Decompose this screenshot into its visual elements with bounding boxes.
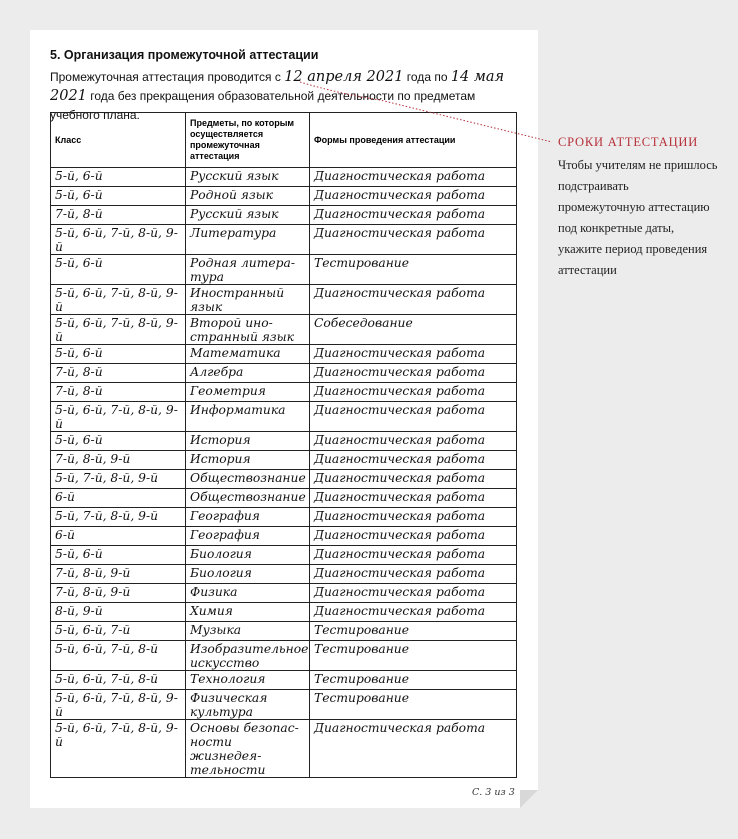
cell-subject: География: [186, 508, 310, 527]
cell-subject: Химия: [186, 603, 310, 622]
cell-grade: 5-й, 6-й, 7-й, 8-й: [51, 671, 186, 690]
cell-form: Тестирование: [310, 255, 517, 285]
cell-form: Диагностическая работа: [310, 565, 517, 584]
cell-grade: 5-й, 6-й, 7-й, 8-й, 9-й: [51, 402, 186, 432]
cell-form: Диагностическая работа: [310, 364, 517, 383]
cell-form: Диагностическая работа: [310, 584, 517, 603]
cell-subject: Физическая культура: [186, 690, 310, 720]
cell-grade: 5-й, 7-й, 8-й, 9-й: [51, 508, 186, 527]
cell-form: Диагностическая работа: [310, 402, 517, 432]
cell-grade: 7-й, 8-й: [51, 364, 186, 383]
date-from: 12 апреля 2021: [284, 69, 404, 85]
cell-form: Диагностическая работа: [310, 285, 517, 315]
section-heading: 5. Организация промежуточной аттестации: [50, 48, 319, 62]
cell-subject: Математика: [186, 345, 310, 364]
cell-form: Собеседование: [310, 315, 517, 345]
cell-grade: 5-й, 6-й, 7-й, 8-й, 9-й: [51, 720, 186, 778]
cell-subject: Русский язык: [186, 206, 310, 225]
cell-subject: Алгебра: [186, 364, 310, 383]
cell-subject: Родной язык: [186, 187, 310, 206]
cell-subject: Обществознание: [186, 489, 310, 508]
cell-form: Диагностическая работа: [310, 168, 517, 187]
cell-form: Диагностическая работа: [310, 527, 517, 546]
cell-form: Диагностическая работа: [310, 345, 517, 364]
cell-grade: 5-й, 6-й: [51, 432, 186, 451]
page-number: С. 3 из 3: [472, 787, 515, 798]
cell-form: Диагностическая работа: [310, 225, 517, 255]
cell-grade: 5-й, 6-й, 7-й, 8-й, 9-й: [51, 690, 186, 720]
cell-subject: География: [186, 527, 310, 546]
cell-form: Диагностическая работа: [310, 206, 517, 225]
cell-form: Диагностическая работа: [310, 603, 517, 622]
cell-subject: Музыка: [186, 622, 310, 641]
cell-form: Диагностическая работа: [310, 489, 517, 508]
cell-grade: 5-й, 6-й, 7-й: [51, 622, 186, 641]
cell-grade: 5-й, 6-й, 7-й, 8-й, 9-й: [51, 315, 186, 345]
cell-subject: История: [186, 432, 310, 451]
cell-subject: Биология: [186, 546, 310, 565]
cell-subject: Иностранный язык: [186, 285, 310, 315]
intro-text-end: года без прекращения образовательной деятельности по предметам учебного плана.: [50, 89, 476, 122]
sidenote-text: Чтобы учителям не пришлось подстраивать промежуточную аттестацию под конкретные даты, укажите период проведения аттестации: [558, 158, 718, 277]
cell-subject: Информатика: [186, 402, 310, 432]
intro-text-middle: года по: [403, 70, 451, 84]
cell-grade: 7-й, 8-й, 9-й: [51, 565, 186, 584]
cell-subject: Биология: [186, 565, 310, 584]
header-forms: Формы проведения аттестации: [310, 113, 517, 168]
cell-form: Диагностическая работа: [310, 470, 517, 489]
cell-subject: Литература: [186, 225, 310, 255]
cell-grade: 5-й, 6-й, 7-й, 8-й: [51, 641, 186, 671]
cell-subject: Второй ино-странный язык: [186, 315, 310, 345]
cell-grade: 7-й, 8-й: [51, 383, 186, 402]
cell-subject: Геометрия: [186, 383, 310, 402]
cell-grade: 5-й, 7-й, 8-й, 9-й: [51, 470, 186, 489]
cell-grade: 7-й, 8-й, 9-й: [51, 451, 186, 470]
cell-form: Тестирование: [310, 690, 517, 720]
cell-grade: 8-й, 9-й: [51, 603, 186, 622]
cell-subject: Русский язык: [186, 168, 310, 187]
cell-grade: 5-й, 6-й: [51, 345, 186, 364]
cell-form: Диагностическая работа: [310, 187, 517, 206]
cell-subject: Физика: [186, 584, 310, 603]
cell-grade: 7-й, 8-й, 9-й: [51, 584, 186, 603]
cell-form: Диагностическая работа: [310, 383, 517, 402]
cell-form: Тестирование: [310, 641, 517, 671]
sidenote-title: СРОКИ АТТЕСТАЦИИ: [558, 135, 699, 149]
header-grade: Класс: [51, 113, 186, 168]
cell-subject: Изобразительное искусство: [186, 641, 310, 671]
header-subjects: Предметы, по которым осуществляется промежуточная аттестация: [186, 113, 310, 168]
cell-subject: История: [186, 451, 310, 470]
cell-form: Диагностическая работа: [310, 720, 517, 778]
cell-form: Диагностическая работа: [310, 546, 517, 565]
intro-text-start: Промежуточная аттестация проводится с: [50, 70, 285, 84]
cell-subject: Основы безопас-ности жизнедея-тельности: [186, 720, 310, 778]
cell-grade: 5-й, 6-й: [51, 187, 186, 206]
cell-grade: 7-й, 8-й: [51, 206, 186, 225]
cell-grade: 5-й, 6-й: [51, 255, 186, 285]
cell-grade: 5-й, 6-й: [51, 168, 186, 187]
cell-grade: 5-й, 6-й, 7-й, 8-й, 9-й: [51, 225, 186, 255]
cell-subject: Обществознание: [186, 470, 310, 489]
cell-form: Диагностическая работа: [310, 508, 517, 527]
cell-grade: 5-й, 6-й, 7-й, 8-й, 9-й: [51, 285, 186, 315]
cell-subject: Технология: [186, 671, 310, 690]
cell-form: Диагностическая работа: [310, 451, 517, 470]
cell-grade: 6-й: [51, 489, 186, 508]
cell-subject: Родная литера-тура: [186, 255, 310, 285]
date-to: 14 мая 2021: [50, 69, 505, 104]
cell-form: Тестирование: [310, 671, 517, 690]
cell-form: Диагностическая работа: [310, 432, 517, 451]
cell-form: Тестирование: [310, 622, 517, 641]
cell-grade: 6-й: [51, 527, 186, 546]
cell-grade: 5-й, 6-й: [51, 546, 186, 565]
